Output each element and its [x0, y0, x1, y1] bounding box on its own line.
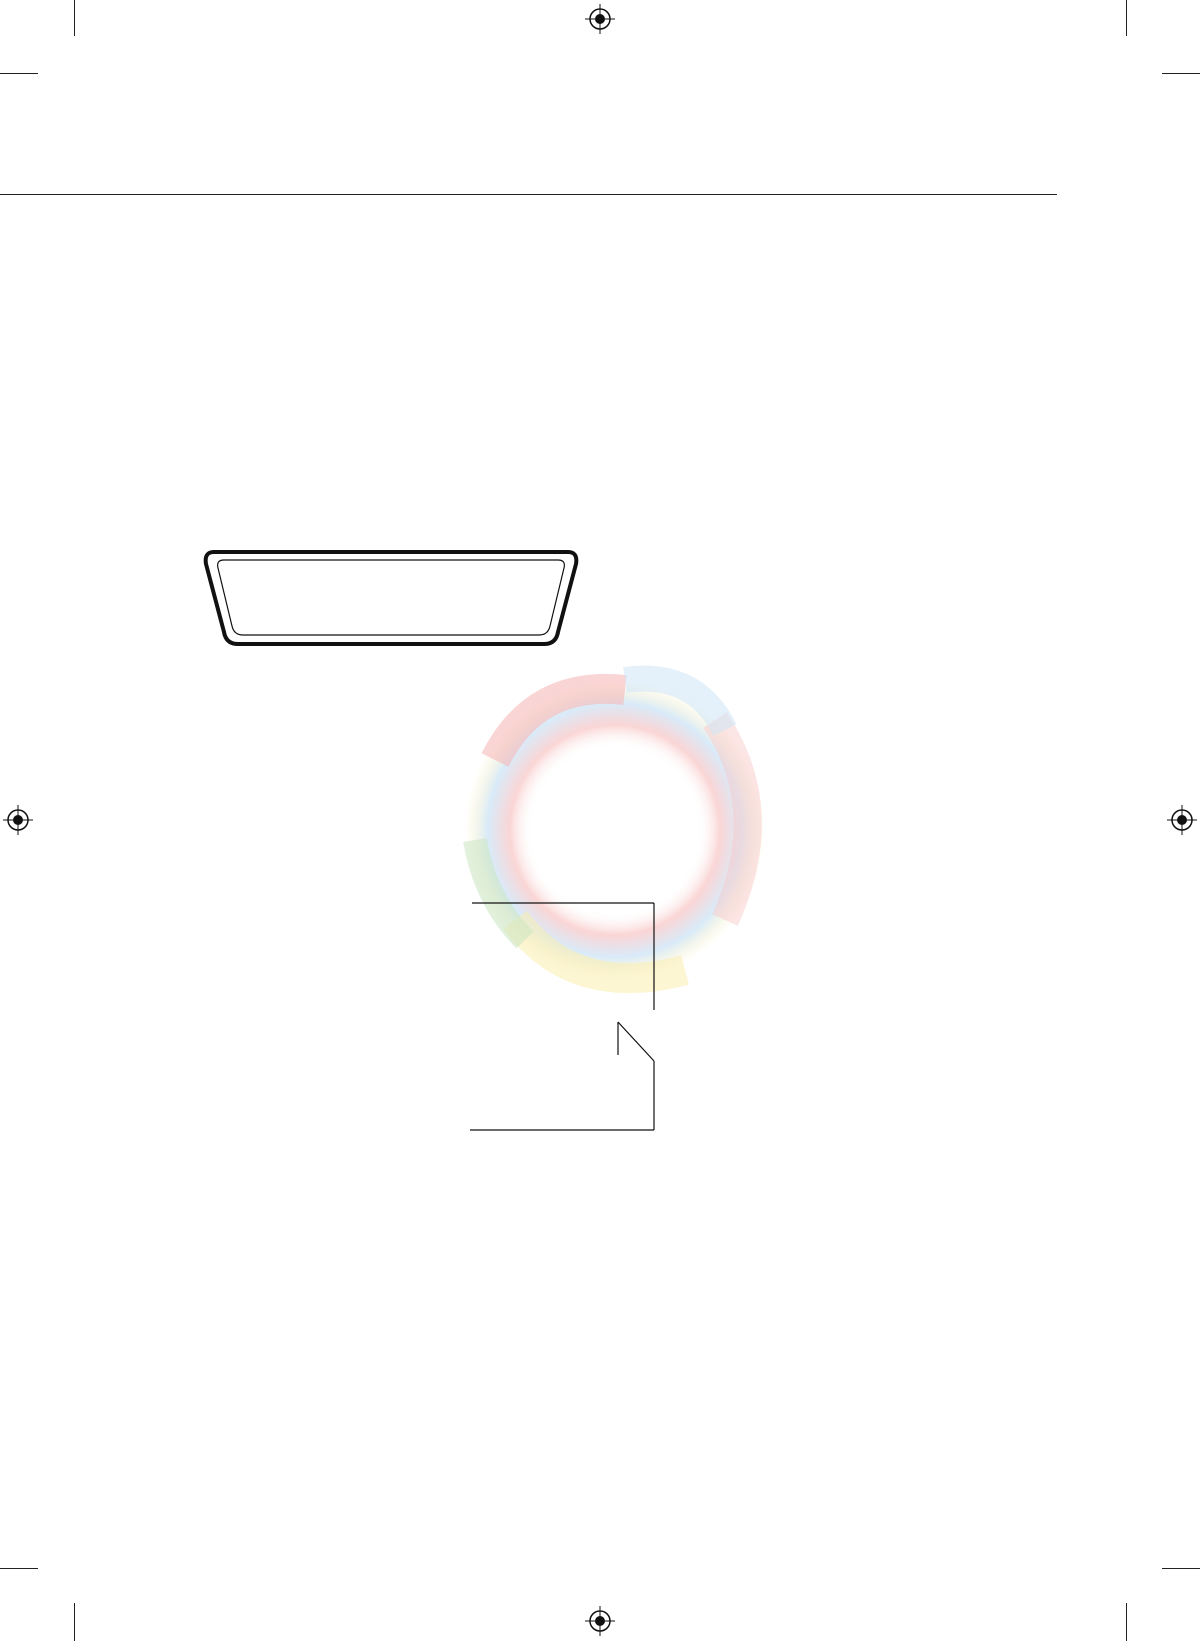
crop-mark	[1126, 0, 1127, 36]
crop-mark	[1162, 73, 1200, 74]
remote-switch-bracket	[470, 895, 670, 1145]
crop-mark	[1126, 1603, 1127, 1641]
connector-outer-shell	[206, 552, 577, 644]
crop-mark	[1162, 1568, 1200, 1569]
connector-inner-shell	[218, 560, 565, 635]
registration-mark-icon	[585, 4, 615, 34]
crop-mark	[74, 0, 75, 36]
crop-mark	[0, 1568, 38, 1569]
crop-mark	[74, 1603, 75, 1641]
header-rule	[0, 194, 1057, 195]
preparation-section	[657, 354, 1077, 381]
crop-mark	[0, 73, 38, 74]
db25-connector-diagram	[202, 548, 580, 648]
registration-mark-icon	[3, 805, 33, 835]
registration-mark-icon	[585, 1606, 615, 1636]
registration-mark-icon	[1167, 805, 1197, 835]
